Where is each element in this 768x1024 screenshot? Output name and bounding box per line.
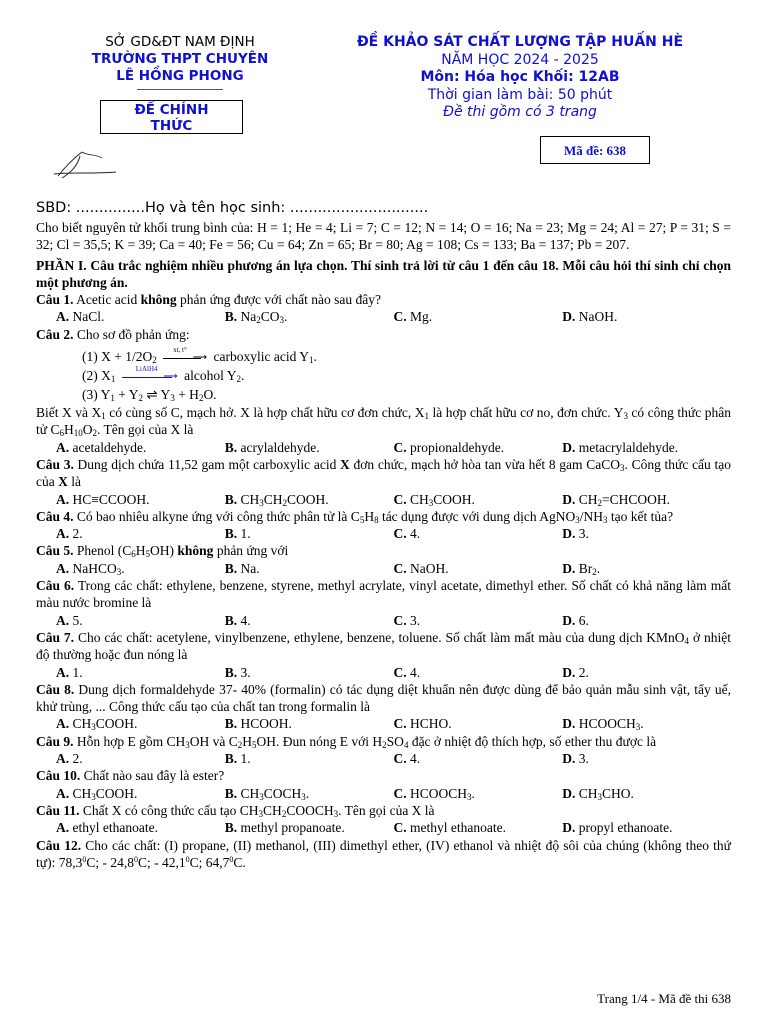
options-q9: A. 2. B. 1. C. 4. D. 3. (56, 751, 589, 767)
school-year: NĂM HỌC 2024 - 2025 (441, 51, 599, 68)
options-q6: A. 5. B. 4. C. 3. D. 6. (56, 612, 589, 628)
header-right (320, 34, 720, 122)
arrow-icon: xt, t° ⟶ (163, 353, 207, 363)
exam-content (36, 219, 731, 871)
question-2: Câu 2. Cho sơ đồ phản ứng: (36, 326, 190, 342)
header-divider (137, 89, 223, 90)
atomic-masses: Cho biết nguyên tử khối trung bình của: H = 1; He = 4; Li = 7; C = 12; N = 14; O = 16; Na = 23; Mg = 24; Al = 27; P = 31; S = 32; Cl = 35,5; K = 39; Ca = 40; Fe = 56; Cu = 64; Zn = 65; Br = 80; Ag = 108; Cs = 133; Ba = 137; Pb = 207. (36, 220, 731, 253)
options-q8: A. $CH_3COOH$. B. HCOOH. C. HCHO. D. $HCOOCH_3$. (56, 716, 644, 733)
reaction-scheme (36, 347, 731, 404)
question-6: Câu 6. Trong các chất: ethylene, benzene, styrene, methyl acrylate, vinyl acetate, dimethyl ether. Số chất có khả năng làm mất màu nước bromine là (36, 578, 731, 611)
reaction-3: (3) $Y_1 + Y_2$ ⇌ $Y_3 + H_2O$. (82, 387, 217, 404)
page-footer: Trang 1/4 - Mã đề thi 638 (597, 991, 731, 1006)
question-3: Câu 3. Dung dịch chứa 11,52 gam một carboxylic acid X đơn chức, mạch hở hòa tan vừa hết 8 gam CaCO$_3$. Công thức cấu tạo của X là (36, 456, 731, 490)
question-7: Câu 7. Cho các chất: acetylene, vinylbenzene, ethylene, benzene, toluene. Số chất làm mất màu của dung dịch KMnO$_4$ ở nhiệt độ thường hoặc đun nóng là (36, 629, 731, 663)
exam-code-box: Mã đề: 638 (540, 136, 650, 164)
options-q3: A. HC≡CCOOH. B. $CH_3CH_2COOH$. C. $CH_3COOH$. D. $CH_2=CHCOOH$. (56, 491, 671, 508)
school-name-line1: TRƯỜNG THPT CHUYÊN (91, 51, 269, 67)
official-exam-box (100, 100, 243, 134)
part-1-instruction: PHẦN I. Câu trắc nghiệm nhiều phương án lựa chọn. Thí sinh trả lời từ câu 1 đến câu 18. Mỗi câu hỏi thí sinh chỉ chọn một phương án. (36, 257, 731, 290)
question-10: Câu 10. Chất nào sau đây là ester? (36, 768, 225, 784)
question-9: Câu 9. Hỗn hợp E gồm $CH_3OH$ và $C_2H_5OH$. Đun nóng E với $H_2SO_4$ đặc ở nhiệt độ thích hợp, số ether thu được là (36, 733, 657, 750)
arrow-icon: LiAlH4 ⟶ (122, 372, 178, 382)
header-left (60, 34, 300, 90)
question-11: Câu 11. Chất X có công thức cấu tạo $CH_3CH_2COOCH_3$. Tên gọi của X là (36, 802, 435, 819)
signature-image (52, 148, 122, 182)
reaction-1: (1) $X + 1/2O_2$ xt, t° ⟶ carboxylic acid $Y_1$. (82, 345, 317, 366)
student-id-line: SBD: ...............Họ và tên học sinh: .............................. (36, 200, 429, 216)
options-q2: A. acetaldehyde. B. acrylaldehyde. C. propionaldehyde. D. metacrylaldehyde. (56, 439, 679, 455)
question-8: Câu 8. Dung dịch formaldehyde 37- 40% (formalin) có tác dụng diệt khuẩn nên được dùng để bảo quản mẫu sinh vật, tẩy uế, khử trùng, ... Công thức cấu tạo của chất tan trong formalin là (36, 681, 731, 715)
reaction-2: (2) $X_1$ LiAlH4 ⟶ alcohol $Y_2$. (82, 364, 245, 385)
question-4: Câu 4. Có bao nhiêu alkyne ứng với công thức phân tử là $C_5H_8$ tác dụng được với dung dịch $AgNO_3/NH_3$ tạo kết tủa? (36, 508, 674, 525)
page-count: Đề thi gồm có 3 trang (443, 104, 597, 120)
question-1: Câu 1. Acetic acid không phản ứng được với chất nào sau đây? (36, 292, 381, 308)
options-q4: A. 2. B. 1. C. 4. D. 3. (56, 526, 589, 542)
options-q1: A. NaCl. B. $Na_2CO_3$. C. Mg. D. NaOH. (56, 309, 618, 326)
options-q7: A. 1. B. 3. C. 4. D. 2. (56, 664, 589, 680)
question-5: Câu 5. Phenol $(C_6H_5OH)$ không phản ứng với (36, 543, 289, 560)
official-label-line2: THỨC (150, 118, 193, 134)
duration: Thời gian làm bài: 50 phút (427, 86, 613, 103)
official-label-line1: ĐỀ CHÍNH (134, 102, 209, 118)
question-12: Câu 12. Cho các chất: (I) propane, (II) methanol, (III) dimethyl ether, (IV) ethanol và nhiệt độ sôi của chúng (không theo thứ tự): 78,3$^0$C; - 24,8$^0$C; - 42,1$^0$C; 64,7$^0$C. (36, 837, 731, 870)
exam-title: ĐỀ KHẢO SÁT CHẤT LƯỢNG TẬP HUẤN HÈ (356, 34, 684, 50)
options-q5: A. NaHCO$_3$. B. Na. C. NaOH. D. $Br_2$. (56, 560, 601, 577)
school-name-line2: LÊ HỒNG PHONG (116, 68, 244, 84)
options-q11: A. ethyl ethanoate. B. methyl propanoate. C. methyl ethanoate. D. propyl ethanoate. (56, 820, 673, 836)
question-2-text: Biết X và $X_1$ có cùng số C, mạch hở. X là hợp chất hữu cơ đơn chức, $X_1$ là hợp chất hữu cơ no, đơn chức. $Y_3$ có công thức phân tử $C_6H_{10}O_2$. Tên gọi của X là (36, 405, 731, 439)
options-q10: A. $CH_3COOH$. B. $CH_3COCH_3$. C. $HCOOCH_3$. D. $CH_3CHO$. (56, 785, 634, 802)
department-name: SỞ GD&ĐT NAM ĐỊNH (105, 34, 255, 50)
subject: Môn: Hóa học Khối: 12AB (420, 69, 620, 85)
